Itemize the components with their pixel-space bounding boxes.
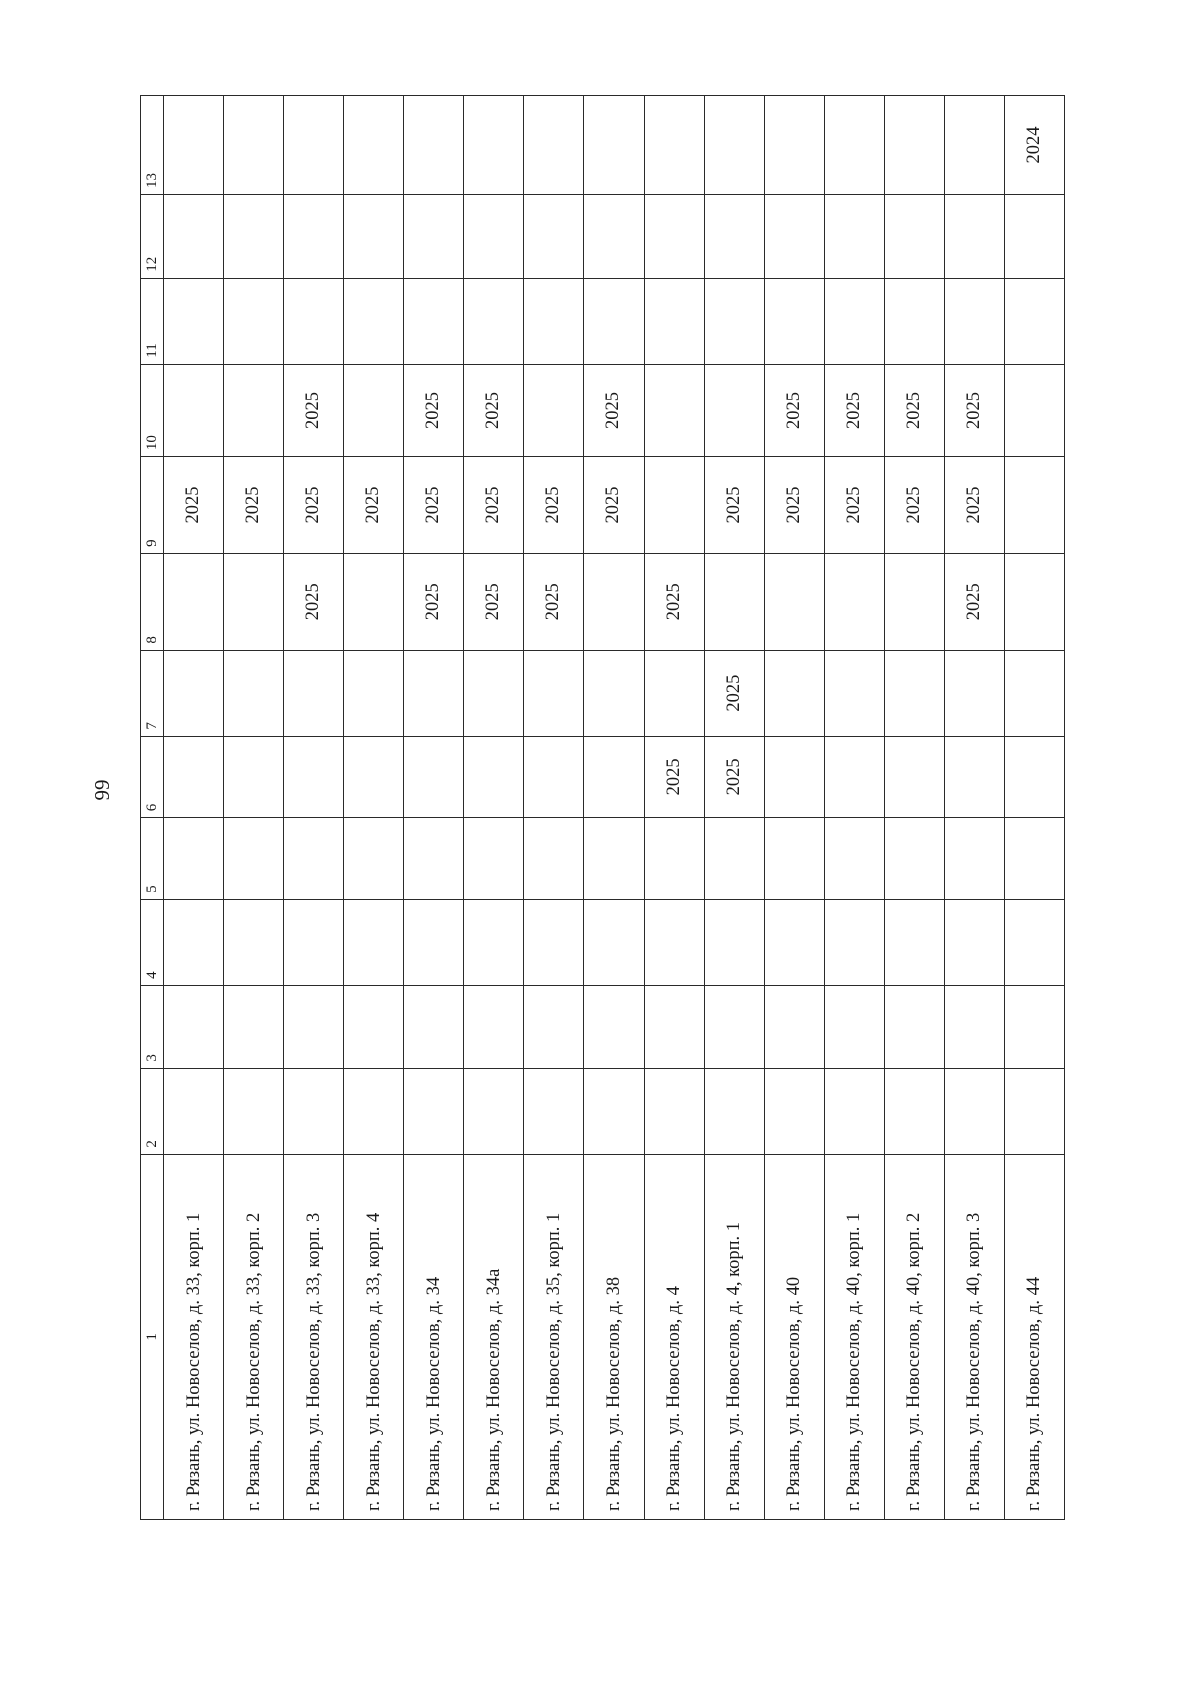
year-cell-10: 2025 — [824, 364, 884, 456]
year-cell-6: 2025 — [644, 736, 704, 818]
year-cell-3 — [524, 985, 584, 1068]
year-cell-2 — [704, 1068, 764, 1154]
year-cell-12 — [584, 194, 644, 278]
year-cell-4 — [344, 899, 404, 985]
year-cell-6 — [764, 736, 824, 818]
year-cell-5 — [164, 818, 224, 900]
year-cell-4 — [704, 899, 764, 985]
year-cell-10: 2025 — [584, 364, 644, 456]
year-cell-4 — [944, 899, 1004, 985]
address-cell: г. Рязань, ул. Новоселов, д. 33, корп. 2 — [224, 1154, 284, 1519]
year-cell-9 — [1004, 457, 1064, 554]
year-cell-8 — [224, 553, 284, 650]
year-cell-12 — [524, 194, 584, 278]
year-cell-11 — [944, 278, 1004, 364]
year-cell-4 — [824, 899, 884, 985]
column-number-10: 10 — [141, 364, 164, 456]
year-cell-6 — [224, 736, 284, 818]
column-number-row — [141, 96, 164, 1520]
column-number-3: 3 — [141, 985, 164, 1068]
year-cell-9: 2025 — [764, 457, 824, 554]
table-row — [224, 96, 284, 1520]
year-cell-8 — [1004, 553, 1064, 650]
year-cell-7 — [944, 650, 1004, 736]
year-cell-6 — [284, 736, 344, 818]
year-cell-12 — [464, 194, 524, 278]
year-cell-11 — [584, 278, 644, 364]
year-cell-13 — [284, 96, 344, 195]
year-cell-3 — [824, 985, 884, 1068]
address-cell: г. Рязань, ул. Новоселов, д. 33, корп. 3 — [284, 1154, 344, 1519]
year-cell-2 — [584, 1068, 644, 1154]
page-number: 99 — [90, 779, 114, 801]
year-cell-13 — [524, 96, 584, 195]
year-cell-11 — [464, 278, 524, 364]
year-cell-6 — [944, 736, 1004, 818]
year-cell-2 — [224, 1068, 284, 1154]
year-cell-2 — [284, 1068, 344, 1154]
table-row — [284, 96, 344, 1520]
year-cell-7: 2025 — [704, 650, 764, 736]
year-cell-7 — [404, 650, 464, 736]
year-cell-12 — [764, 194, 824, 278]
year-cell-2 — [1004, 1068, 1064, 1154]
year-cell-3 — [884, 985, 944, 1068]
schedule-table — [140, 95, 1065, 1520]
address-cell: г. Рязань, ул. Новоселов, д. 38 — [584, 1154, 644, 1519]
year-cell-8 — [884, 553, 944, 650]
column-number-6: 6 — [141, 736, 164, 818]
year-cell-12 — [704, 194, 764, 278]
year-cell-6 — [164, 736, 224, 818]
year-cell-13 — [344, 96, 404, 195]
year-cell-8: 2025 — [644, 553, 704, 650]
year-cell-5 — [704, 818, 764, 900]
table-row — [644, 96, 704, 1520]
year-cell-10: 2025 — [884, 364, 944, 456]
year-cell-10 — [704, 364, 764, 456]
table-row — [944, 96, 1004, 1520]
year-cell-4 — [404, 899, 464, 985]
year-cell-11 — [824, 278, 884, 364]
year-cell-8 — [584, 553, 644, 650]
year-cell-2 — [944, 1068, 1004, 1154]
year-cell-3 — [164, 985, 224, 1068]
column-number-4: 4 — [141, 899, 164, 985]
year-cell-12 — [164, 194, 224, 278]
year-cell-7 — [344, 650, 404, 736]
year-cell-13 — [464, 96, 524, 195]
year-cell-2 — [464, 1068, 524, 1154]
year-cell-10 — [224, 364, 284, 456]
year-cell-10 — [1004, 364, 1064, 456]
year-cell-5 — [464, 818, 524, 900]
table-row — [344, 96, 404, 1520]
year-cell-8: 2025 — [524, 553, 584, 650]
column-number-8: 8 — [141, 553, 164, 650]
year-cell-11 — [284, 278, 344, 364]
year-cell-10: 2025 — [464, 364, 524, 456]
address-cell: г. Рязань, ул. Новоселов, д. 34 — [404, 1154, 464, 1519]
year-cell-9: 2025 — [584, 457, 644, 554]
address-cell: г. Рязань, ул. Новоселов, д. 40 — [764, 1154, 824, 1519]
year-cell-7 — [464, 650, 524, 736]
year-cell-8 — [764, 553, 824, 650]
year-cell-8: 2025 — [464, 553, 524, 650]
year-cell-9: 2025 — [284, 457, 344, 554]
year-cell-7 — [224, 650, 284, 736]
year-cell-12 — [344, 194, 404, 278]
year-cell-8 — [824, 553, 884, 650]
year-cell-13 — [884, 96, 944, 195]
year-cell-11 — [764, 278, 824, 364]
column-number-5: 5 — [141, 818, 164, 900]
year-cell-12 — [824, 194, 884, 278]
year-cell-8: 2025 — [284, 553, 344, 650]
year-cell-13 — [764, 96, 824, 195]
table-row — [764, 96, 824, 1520]
year-cell-9: 2025 — [524, 457, 584, 554]
year-cell-10: 2025 — [764, 364, 824, 456]
year-cell-12 — [884, 194, 944, 278]
address-cell: г. Рязань, ул. Новоселов, д. 44 — [1004, 1154, 1064, 1519]
year-cell-7 — [764, 650, 824, 736]
year-cell-9: 2025 — [224, 457, 284, 554]
year-cell-11 — [344, 278, 404, 364]
year-cell-9: 2025 — [824, 457, 884, 554]
year-cell-4 — [284, 899, 344, 985]
year-cell-4 — [884, 899, 944, 985]
year-cell-11 — [404, 278, 464, 364]
table-row — [164, 96, 224, 1520]
year-cell-3 — [704, 985, 764, 1068]
column-number-9: 9 — [141, 457, 164, 554]
year-cell-13: 2024 — [1004, 96, 1064, 195]
year-cell-2 — [164, 1068, 224, 1154]
table-row — [884, 96, 944, 1520]
year-cell-5 — [524, 818, 584, 900]
year-cell-10 — [524, 364, 584, 456]
year-cell-11 — [1004, 278, 1064, 364]
address-cell: г. Рязань, ул. Новоселов, д. 40, корп. 3 — [944, 1154, 1004, 1519]
year-cell-7 — [584, 650, 644, 736]
year-cell-9: 2025 — [344, 457, 404, 554]
table-row — [404, 96, 464, 1520]
year-cell-12 — [284, 194, 344, 278]
year-cell-5 — [824, 818, 884, 900]
address-cell: г. Рязань, ул. Новоселов, д. 35, корп. 1 — [524, 1154, 584, 1519]
year-cell-7 — [1004, 650, 1064, 736]
year-cell-6 — [524, 736, 584, 818]
column-number-1: 1 — [141, 1154, 164, 1519]
year-cell-3 — [284, 985, 344, 1068]
year-cell-6 — [584, 736, 644, 818]
year-cell-8 — [164, 553, 224, 650]
year-cell-3 — [944, 985, 1004, 1068]
year-cell-13 — [704, 96, 764, 195]
year-cell-11 — [224, 278, 284, 364]
year-cell-2 — [884, 1068, 944, 1154]
year-cell-9 — [644, 457, 704, 554]
year-cell-4 — [224, 899, 284, 985]
year-cell-8: 2025 — [404, 553, 464, 650]
year-cell-7 — [644, 650, 704, 736]
year-cell-5 — [944, 818, 1004, 900]
year-cell-7 — [884, 650, 944, 736]
table-row — [464, 96, 524, 1520]
year-cell-10: 2025 — [284, 364, 344, 456]
address-cell: г. Рязань, ул. Новоселов, д. 40, корп. 1 — [824, 1154, 884, 1519]
year-cell-11 — [524, 278, 584, 364]
year-cell-7 — [524, 650, 584, 736]
year-cell-13 — [224, 96, 284, 195]
year-cell-6 — [404, 736, 464, 818]
table-row — [584, 96, 644, 1520]
year-cell-9: 2025 — [884, 457, 944, 554]
year-cell-13 — [164, 96, 224, 195]
year-cell-3 — [764, 985, 824, 1068]
year-cell-6: 2025 — [704, 736, 764, 818]
year-cell-9: 2025 — [944, 457, 1004, 554]
year-cell-13 — [644, 96, 704, 195]
year-cell-3 — [1004, 985, 1064, 1068]
year-cell-5 — [644, 818, 704, 900]
year-cell-12 — [1004, 194, 1064, 278]
address-cell: г. Рязань, ул. Новоселов, д. 4, корп. 1 — [704, 1154, 764, 1519]
address-cell: г. Рязань, ул. Новоселов, д. 4 — [644, 1154, 704, 1519]
year-cell-12 — [404, 194, 464, 278]
year-cell-2 — [644, 1068, 704, 1154]
year-cell-10: 2025 — [944, 364, 1004, 456]
year-cell-11 — [164, 278, 224, 364]
year-cell-10: 2025 — [404, 364, 464, 456]
year-cell-2 — [404, 1068, 464, 1154]
year-cell-13 — [404, 96, 464, 195]
year-cell-5 — [764, 818, 824, 900]
column-number-12: 12 — [141, 194, 164, 278]
address-cell: г. Рязань, ул. Новоселов, д. 33, корп. 1 — [164, 1154, 224, 1519]
year-cell-10 — [344, 364, 404, 456]
year-cell-5 — [284, 818, 344, 900]
year-cell-7 — [824, 650, 884, 736]
year-cell-6 — [464, 736, 524, 818]
year-cell-5 — [404, 818, 464, 900]
table-row — [824, 96, 884, 1520]
year-cell-3 — [224, 985, 284, 1068]
year-cell-3 — [644, 985, 704, 1068]
year-cell-6 — [1004, 736, 1064, 818]
year-cell-3 — [464, 985, 524, 1068]
schedule-rows — [164, 96, 1065, 1520]
schedule-table-container — [140, 95, 1065, 1520]
year-cell-4 — [524, 899, 584, 985]
year-cell-4 — [764, 899, 824, 985]
year-cell-11 — [704, 278, 764, 364]
year-cell-8 — [344, 553, 404, 650]
year-cell-2 — [524, 1068, 584, 1154]
table-row — [524, 96, 584, 1520]
year-cell-4 — [1004, 899, 1064, 985]
year-cell-5 — [344, 818, 404, 900]
column-number-7: 7 — [141, 650, 164, 736]
year-cell-2 — [764, 1068, 824, 1154]
year-cell-13 — [944, 96, 1004, 195]
year-cell-5 — [584, 818, 644, 900]
year-cell-2 — [824, 1068, 884, 1154]
year-cell-6 — [884, 736, 944, 818]
address-cell: г. Рязань, ул. Новоселов, д. 33, корп. 4 — [344, 1154, 404, 1519]
year-cell-5 — [884, 818, 944, 900]
year-cell-4 — [584, 899, 644, 985]
year-cell-3 — [584, 985, 644, 1068]
year-cell-13 — [584, 96, 644, 195]
table-row — [704, 96, 764, 1520]
year-cell-4 — [464, 899, 524, 985]
year-cell-13 — [824, 96, 884, 195]
year-cell-3 — [404, 985, 464, 1068]
year-cell-11 — [644, 278, 704, 364]
year-cell-5 — [224, 818, 284, 900]
table-row — [1004, 96, 1064, 1520]
year-cell-12 — [644, 194, 704, 278]
year-cell-11 — [884, 278, 944, 364]
address-cell: г. Рязань, ул. Новоселов, д. 40, корп. 2 — [884, 1154, 944, 1519]
year-cell-6 — [824, 736, 884, 818]
year-cell-9: 2025 — [404, 457, 464, 554]
year-cell-5 — [1004, 818, 1064, 900]
year-cell-4 — [164, 899, 224, 985]
year-cell-6 — [344, 736, 404, 818]
year-cell-12 — [224, 194, 284, 278]
year-cell-8: 2025 — [944, 553, 1004, 650]
year-cell-12 — [944, 194, 1004, 278]
year-cell-2 — [344, 1068, 404, 1154]
year-cell-4 — [644, 899, 704, 985]
column-number-2: 2 — [141, 1068, 164, 1154]
address-cell: г. Рязань, ул. Новоселов, д. 34а — [464, 1154, 524, 1519]
year-cell-10 — [644, 364, 704, 456]
year-cell-3 — [344, 985, 404, 1068]
year-cell-7 — [164, 650, 224, 736]
year-cell-10 — [164, 364, 224, 456]
year-cell-7 — [284, 650, 344, 736]
column-number-11: 11 — [141, 278, 164, 364]
column-number-13: 13 — [141, 96, 164, 195]
year-cell-9: 2025 — [464, 457, 524, 554]
year-cell-9: 2025 — [704, 457, 764, 554]
year-cell-9: 2025 — [164, 457, 224, 554]
year-cell-8 — [704, 553, 764, 650]
